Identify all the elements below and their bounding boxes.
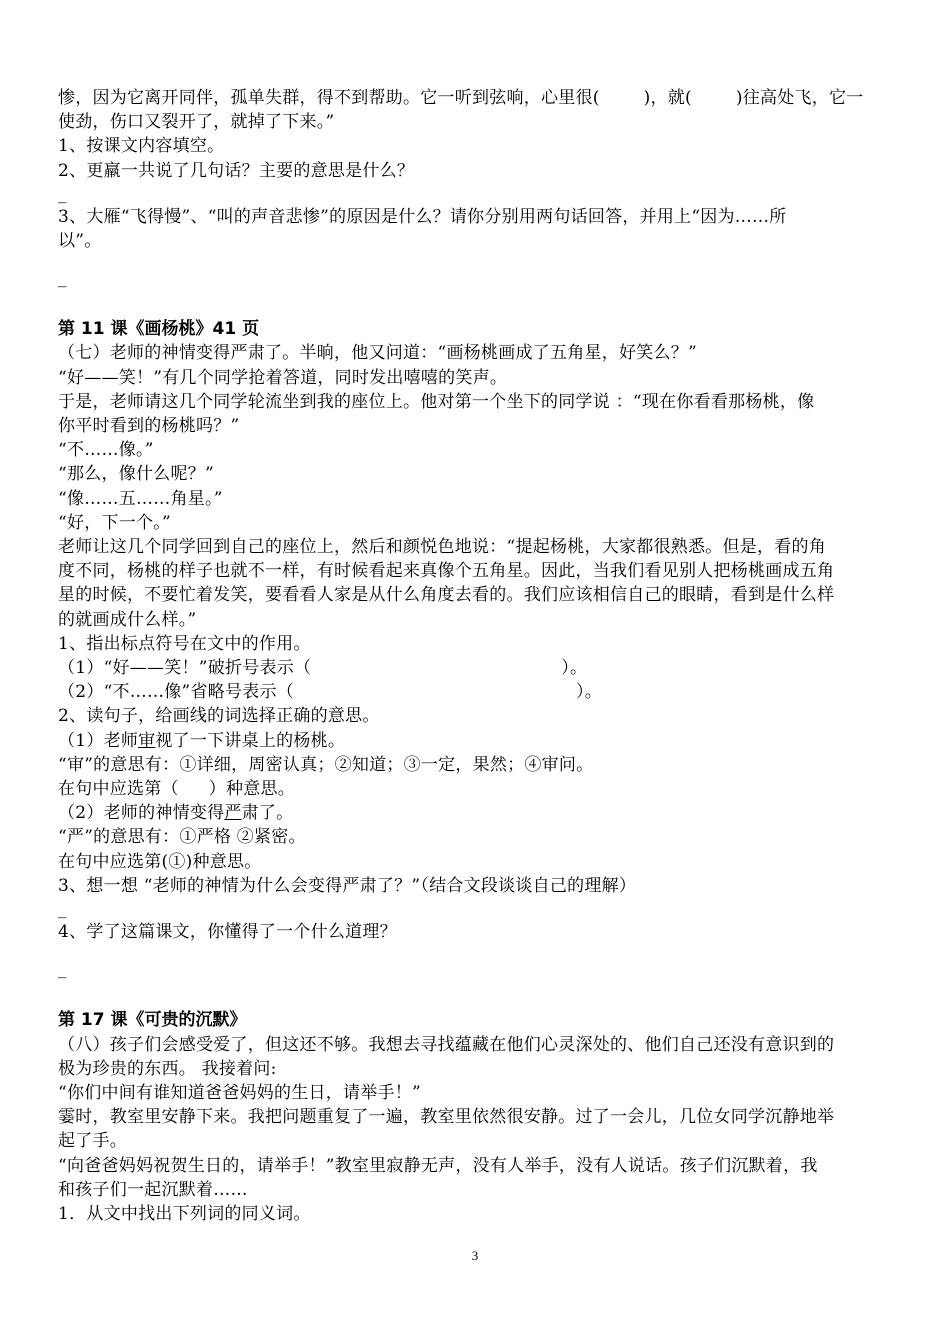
meaning-options: “严”的意思有：①严格 ②紧密。 <box>58 827 306 848</box>
question-3-line-2: 以”。 <box>58 231 102 252</box>
question-2: 2、读句子，给画线的词选择正确的意思。 <box>58 706 380 727</box>
paragraph: “像……五……角星。” <box>58 488 223 509</box>
paragraph: 和孩子们一起沉默着…… <box>58 1179 248 1200</box>
meaning-options: “审”的意思有：①详细，周密认真；②知道；③一定，果然；④审问。 <box>58 754 594 775</box>
page-number: 3 <box>471 1248 479 1263</box>
intro-line-1: 惨，因为它离开同伴，孤单失群，得不到帮助。它一听到弦响，心里很( )，就( )往高处飞，它一 <box>58 88 864 108</box>
lesson-17-heading: 第 17 课《可贵的沉默》 <box>58 1010 247 1031</box>
question-4: 4、学了这篇课文，你懂得了一个什么道理？ <box>58 922 397 943</box>
choice-line: 在句中应选第（ ）种意思。 <box>58 779 295 800</box>
paragraph: “好，下一个。” <box>58 512 171 533</box>
paragraph: 度不同，杨桃的样子也就不一样，有时候看起来真像个五角星。因此，当我们看见别人把杨桃画成五角 <box>58 561 835 582</box>
paragraph: 老师让这几个同学回到自己的座位上，然后和颜悦色地说：“提起杨桃，大家都很熟悉。但是，看的角 <box>58 537 826 558</box>
paragraph: “那么，像什么呢？” <box>58 464 214 485</box>
paragraph: “向爸爸妈妈祝贺生日的，请举手！”教室里寂静无声，没有人举手，没有人说话。孩子们沉默着，我 <box>58 1155 818 1176</box>
question-3: 3、想一想 “老师的神情为什么会变得严肃了？”（结合文段谈谈自己的理解） <box>58 875 637 896</box>
paragraph: （七）老师的神情变得严肃了。半晌，他又问道：“画杨桃画成了五角星，好笑么？” <box>58 343 697 364</box>
question-1: 1、按课文内容填空。 <box>58 136 225 157</box>
paragraph: 极为珍贵的东西。 我接着问: <box>58 1058 277 1079</box>
question-2-item-1: （1）老师审视了一下讲桌上的杨桃。 <box>58 730 346 751</box>
question-1-item-2: （2）“不……像”省略号表示（ ）。 <box>58 682 602 703</box>
paragraph: （八）孩子们会感受爱了，但这还不够。我想去寻找蕴藏在他们心灵深处的、他们自己还没有意识到的 <box>58 1034 835 1055</box>
paragraph: 起了手。 <box>58 1131 127 1152</box>
choice-line: 在句中应选第(①)种意思。 <box>58 851 262 872</box>
paragraph: 星的时候，不要忙着发笑，要看看人家是从什么角度去看的。我们应该相信自己的眼睛，看到是什么样 <box>58 585 835 606</box>
question-1: 1、指出标点符号在文中的作用。 <box>58 633 311 654</box>
paragraph: 的就画成什么样。” <box>58 609 197 630</box>
question-2-item-2: （2）老师的神情变得严肃了。 <box>58 803 294 824</box>
paragraph: “你们中间有谁知道爸爸妈妈的生日，请举手！” <box>58 1082 421 1103</box>
paragraph: “好——笑！”有几个同学抢着答道，同时发出嘻嘻的笑声。 <box>58 367 508 388</box>
paragraph: “不……像。” <box>58 440 154 461</box>
lesson-11-heading: 第 11 课《画杨桃》41 页 <box>58 319 260 340</box>
paragraph: 你平时看到的杨桃吗？” <box>58 416 240 437</box>
question-1-item-1: （1）“好——笑！”破折号表示（ ）。 <box>58 658 588 679</box>
underlined-word: 审 <box>138 730 156 751</box>
paragraph: 霎时，教室里安静下来。我把问题重复了一遍，教室里依然很安静。过了一会儿，几位女同学沉静地举 <box>58 1107 835 1128</box>
question-1: 1．从文中找出下列词的同义词。 <box>58 1203 311 1224</box>
question-2: 2、更羸一共说了几句话？主要的意思是什么？ <box>58 160 415 181</box>
intro-line-2: 使劲，伤口又裂开了，就掉了下来。” <box>58 112 335 133</box>
underlined-word: 严 <box>224 803 242 824</box>
answer-line: _ <box>58 268 67 289</box>
document-page <box>58 86 896 1226</box>
answer-line: _ <box>58 959 67 980</box>
answer-line: _ <box>58 183 67 204</box>
paragraph: 于是，老师请这几个同学轮流坐到我的座位上。他对第一个坐下的同学说 ：“现在你看看那杨桃，像 <box>58 391 815 412</box>
answer-line: _ <box>58 899 67 920</box>
question-3-line-1: 3、大雁“飞得慢”、“叫的声音悲惨”的原因是什么？请你分别用两句话回答，并用上“因为……所 <box>58 206 787 227</box>
